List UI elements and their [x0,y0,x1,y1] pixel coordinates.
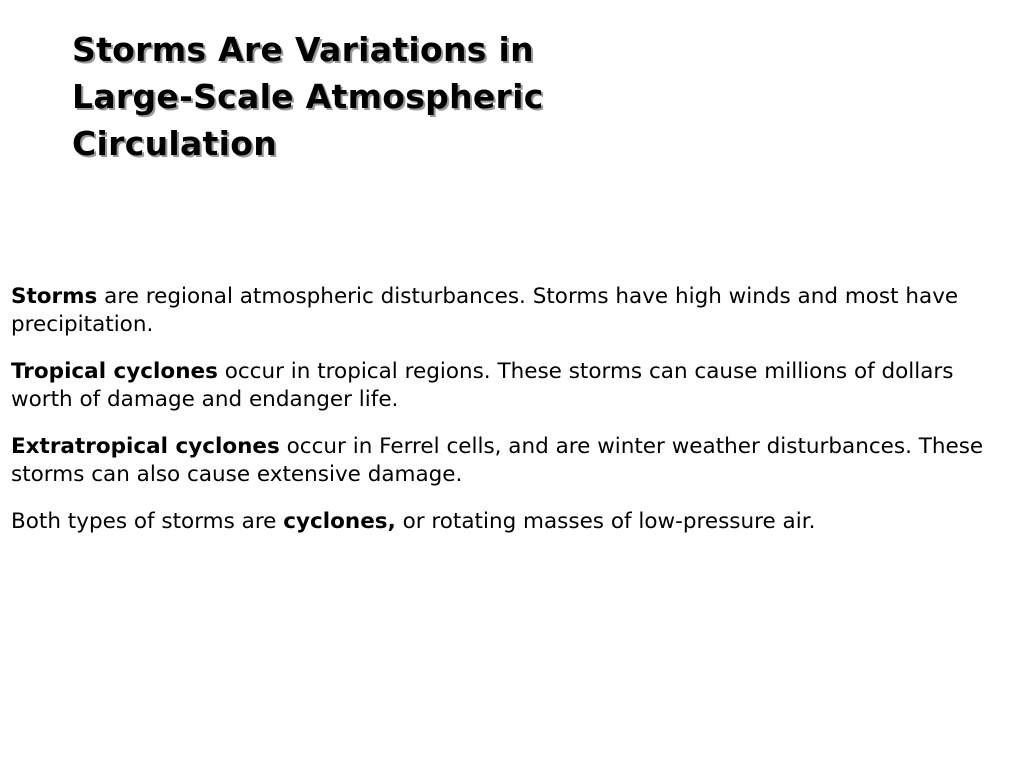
paragraph-tropical-cyclones-text: occur in tropical regions. These storms can cause millions of dollars worth of damage and endanger life. [11,359,954,412]
paragraph-storms-text: are regional atmospheric disturbances. Storms have high winds and most have precipitation. [11,284,959,337]
paragraph-extratropical-cyclones [11,433,1001,489]
paragraph-storms [11,283,1001,339]
title-line-1: Storms Are Variations in [72,30,534,69]
term-extratropical-cyclones: Extratropical cyclones [11,434,280,459]
term-storms: Storms [11,284,98,309]
slide-title [72,26,632,167]
paragraph-both-types-text: or rotating masses of low-pressure air. [395,509,816,534]
title-line-2: Large-Scale Atmospheric [72,77,544,116]
paragraph-both-types-prefix: Both types of storms are [11,509,284,534]
term-tropical-cyclones: Tropical cyclones [11,359,218,384]
term-cyclones: cyclones, [283,509,396,534]
paragraph-tropical-cyclones [11,358,1001,414]
paragraph-extratropical-cyclones-text: occur in Ferrel cells, and are winter weather disturbances. These storms can also cause extensive damage. [11,434,984,487]
paragraph-both-types [11,508,1001,536]
title-line-3: Circulation [72,124,277,163]
slide-body [11,283,1001,555]
